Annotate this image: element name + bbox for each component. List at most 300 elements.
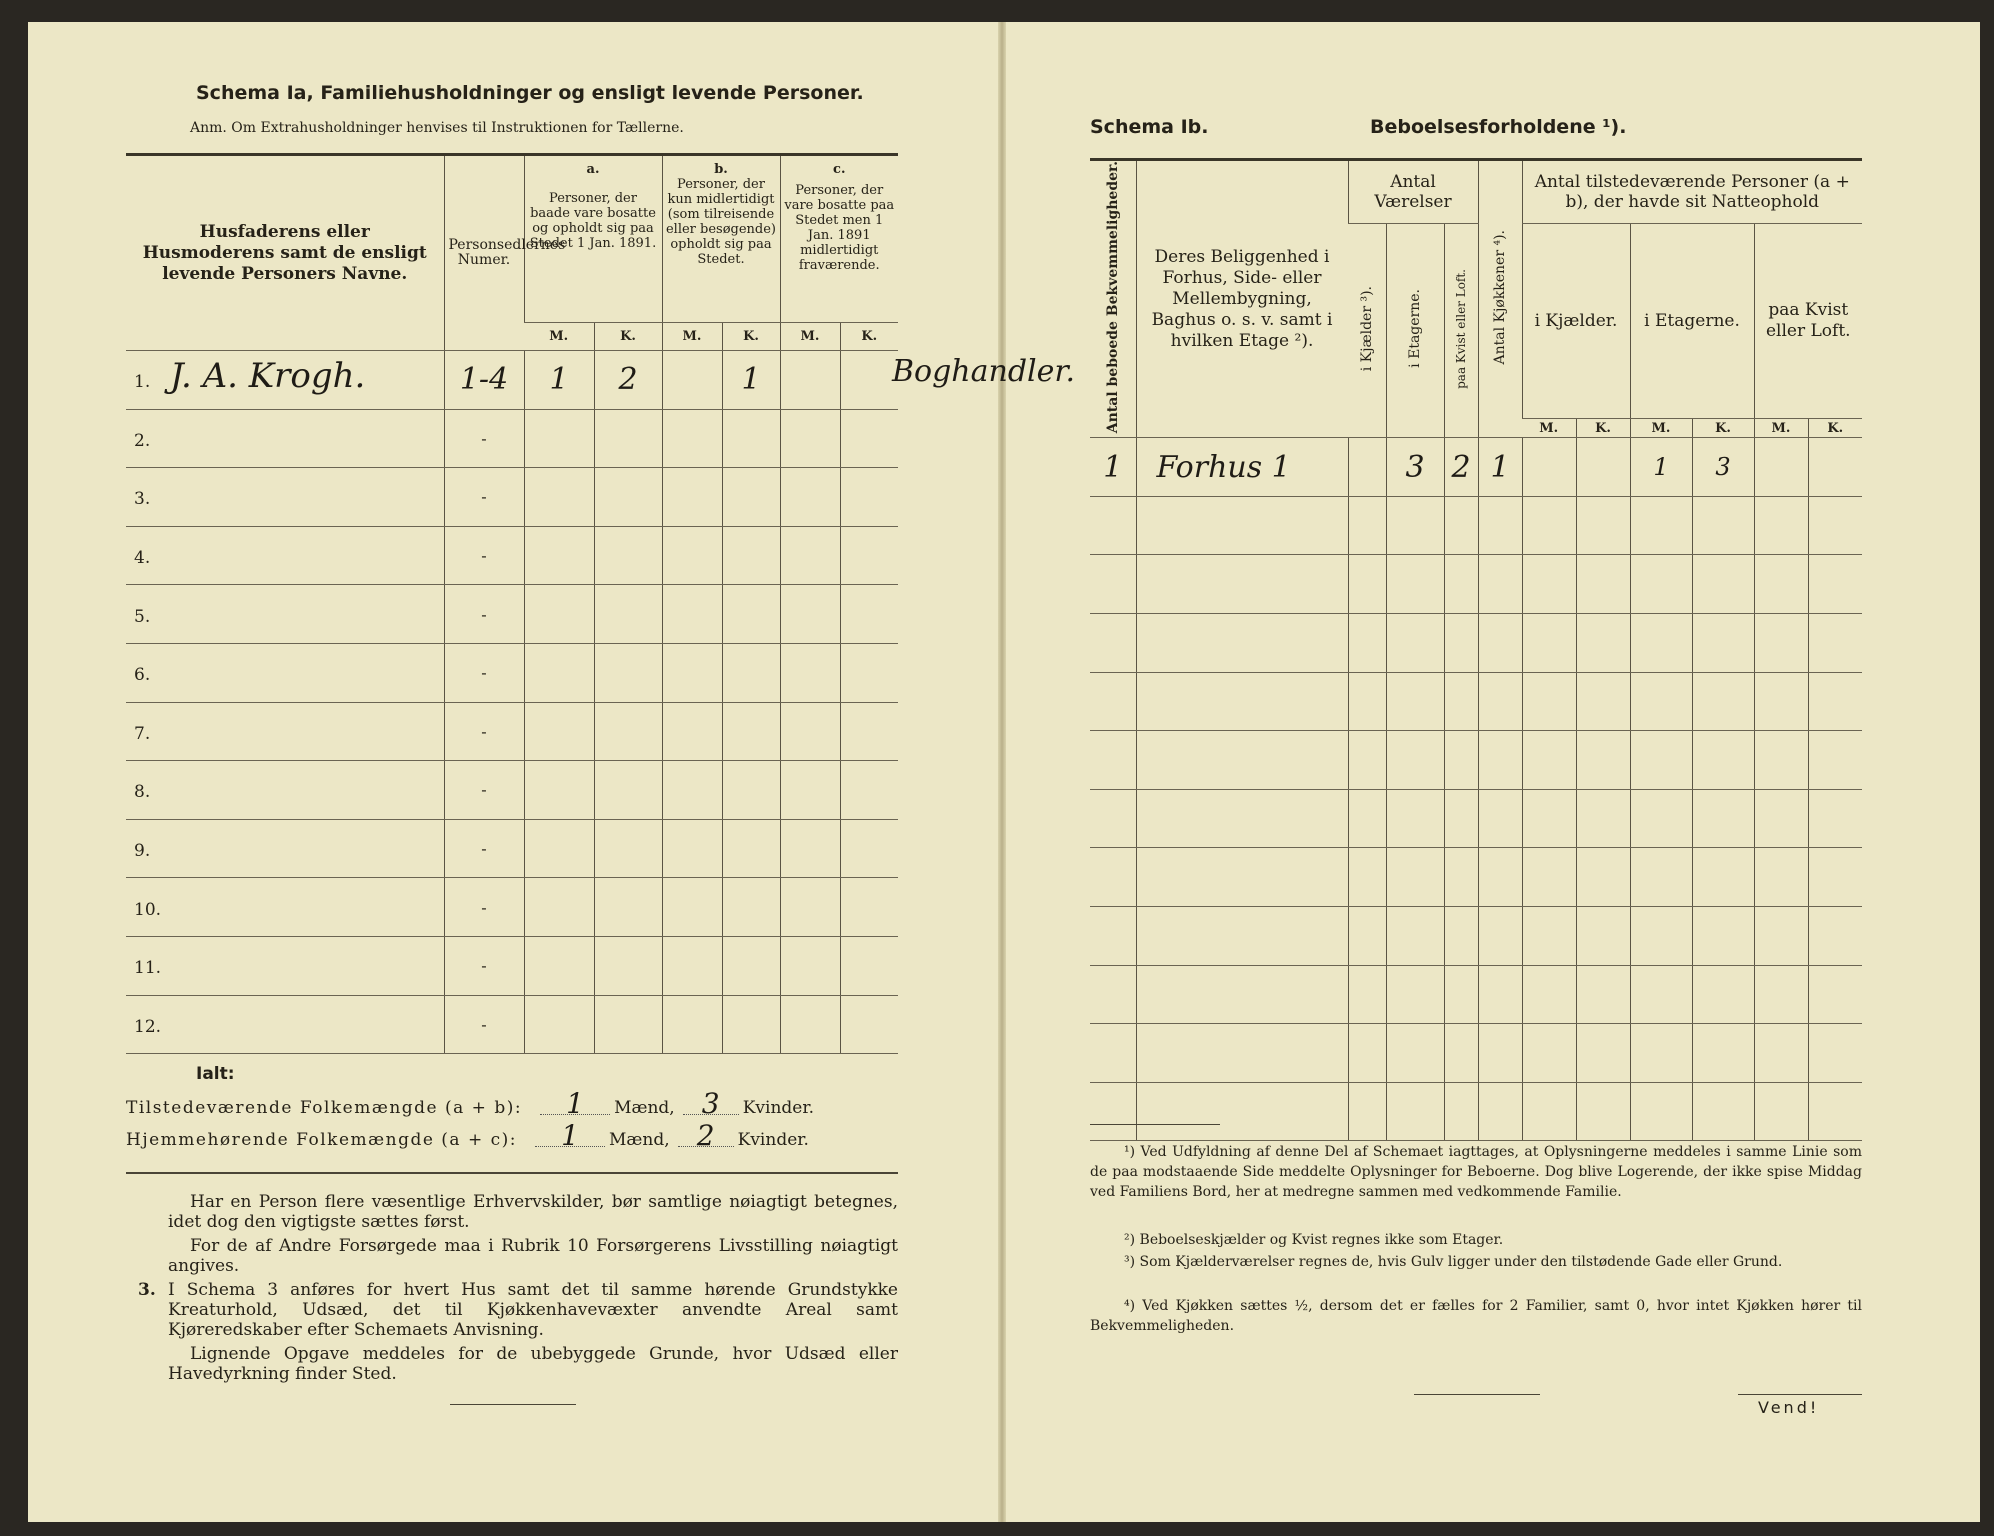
- instruction-2: For de af Andre Forsørgede maa i Rubrik 10 Forsørgerens Livsstilling nøiagtigt angives.: [168, 1236, 898, 1276]
- cell-num: -: [444, 878, 524, 937]
- cell-lm: [1754, 555, 1808, 614]
- cell-ek: [1692, 965, 1754, 1024]
- header-b-m: M.: [662, 323, 722, 351]
- cell-kk: [1576, 555, 1630, 614]
- cell-km: [1522, 438, 1576, 497]
- cell-num: -: [444, 526, 524, 585]
- cell-vk: [1348, 965, 1386, 1024]
- cell-ek: [1692, 731, 1754, 790]
- row-number: 5.: [134, 606, 151, 627]
- cell-em: [1630, 496, 1692, 555]
- dwelling-table: [1090, 158, 1862, 1141]
- cell-ve: [1386, 1082, 1444, 1141]
- header-person-number: Personsedlernes Numer.: [444, 155, 524, 351]
- cell-kj: [1478, 965, 1522, 1024]
- cell-bek: [1090, 614, 1136, 673]
- cell-am: [524, 819, 594, 878]
- table-row: [126, 468, 898, 527]
- cell-lk: [1808, 1082, 1862, 1141]
- cell-kj: [1478, 1024, 1522, 1083]
- schema-ia-title: Schema Ia, Familiehusholdninger og ensligt levende Personer.: [196, 82, 864, 104]
- cell-bk: [722, 643, 780, 702]
- cell-vk: [1348, 672, 1386, 731]
- cell-ek: [1692, 1024, 1754, 1083]
- cell-ek: [1692, 907, 1754, 966]
- instruction-1: Har en Person flere væsentlige Erhvervskilder, bør samtlige nøiagtigt betegnes, idet dog den vigtigste sættes først.: [168, 1192, 898, 1232]
- cell-kk: [1576, 907, 1630, 966]
- cell-ek: 3: [1692, 438, 1754, 497]
- cell-lk: [1808, 672, 1862, 731]
- tilstede-maend-label: Mænd,: [614, 1098, 675, 1118]
- cell-am: 1: [524, 351, 594, 410]
- table-row: [1090, 1082, 1862, 1141]
- cell-lm: [1754, 1024, 1808, 1083]
- cell-kk: [1576, 614, 1630, 673]
- page-fold: [998, 22, 1006, 1522]
- cell-cm: [780, 468, 840, 527]
- table-row: [1090, 555, 1862, 614]
- cell-km: [1522, 731, 1576, 790]
- hjemme-kvinder-value: 2: [678, 1126, 734, 1147]
- cell-em: [1630, 965, 1692, 1024]
- cell-bm: [662, 643, 722, 702]
- cell-lk: [1808, 1024, 1862, 1083]
- row-number: 3.: [134, 489, 151, 510]
- cell-ck: [840, 761, 898, 820]
- header-names: Husfaderens eller Husmoderens samt de ensligt levende Personers Navne.: [126, 155, 444, 351]
- cell-lk: [1808, 438, 1862, 497]
- cell-num: -: [444, 643, 524, 702]
- cell-ck: [840, 585, 898, 644]
- cell-bel: [1136, 672, 1348, 731]
- cell-ak: 2: [594, 351, 662, 410]
- household-table: [126, 153, 898, 1054]
- cell-bm: [662, 878, 722, 937]
- cell-ek: [1692, 672, 1754, 731]
- cell-bk: [722, 936, 780, 995]
- table-row: [1090, 965, 1862, 1024]
- table-row: [1090, 614, 1862, 673]
- cell-kk: [1576, 496, 1630, 555]
- header-b-text: Personer, der kun midlertidigt (som tilreisende eller besøgende) opholdt sig paa Stedet.: [665, 177, 777, 267]
- cell-ak: [594, 643, 662, 702]
- cell-ck: [840, 702, 898, 761]
- cell-am: [524, 643, 594, 702]
- cell-vk: [1348, 907, 1386, 966]
- cell-vl: [1444, 1082, 1478, 1141]
- cell-bm: [662, 819, 722, 878]
- cell-km: [1522, 848, 1576, 907]
- occupation-entry: Boghandler.: [892, 354, 1075, 389]
- cell-vl: 2: [1444, 438, 1478, 497]
- cell-ek: [1692, 789, 1754, 848]
- cell-bk: [722, 585, 780, 644]
- vend-rule: [1738, 1394, 1862, 1395]
- cell-km: [1522, 614, 1576, 673]
- cell-em: [1630, 848, 1692, 907]
- cell-kj: [1478, 496, 1522, 555]
- header-beliggenhed: Deres Beliggenhed i Forhus, Side- eller Mellembygning, Baghus o. s. v. samt i hvilken Etage ²).: [1136, 160, 1348, 438]
- cell-lk: [1808, 614, 1862, 673]
- totals-rule: [126, 1172, 898, 1174]
- cell-cm: [780, 878, 840, 937]
- end-rule-left: [450, 1404, 576, 1405]
- cell-ck: [840, 878, 898, 937]
- table-row: [126, 351, 898, 410]
- cell-bm: [662, 351, 722, 410]
- table-row: [126, 819, 898, 878]
- header-bekvemmeligheder: Antal beboede Bekvemmeligheder.: [1090, 160, 1136, 438]
- cell-bel: [1136, 789, 1348, 848]
- cell-kj: [1478, 1082, 1522, 1141]
- cell-lm: [1754, 438, 1808, 497]
- cell-ck: [840, 526, 898, 585]
- cell-bel: [1136, 965, 1348, 1024]
- header-b-k: K.: [722, 323, 780, 351]
- cell-vl: [1444, 614, 1478, 673]
- header-col-c: [780, 155, 898, 323]
- header-col-a: [524, 155, 662, 323]
- cell-ak: [594, 761, 662, 820]
- cell-lm: [1754, 672, 1808, 731]
- cell-ck: [840, 468, 898, 527]
- header-c-letter: c.: [833, 162, 846, 177]
- row-number: 10.: [134, 899, 162, 920]
- name-cell: [126, 936, 444, 995]
- table-row: [126, 702, 898, 761]
- cell-kk: [1576, 848, 1630, 907]
- header-pl-m: M.: [1754, 419, 1808, 438]
- name-cell: [126, 995, 444, 1054]
- header-pk-m: M.: [1522, 419, 1576, 438]
- header-a-letter: a.: [586, 162, 600, 177]
- cell-vk: [1348, 555, 1386, 614]
- header-pl-k: K.: [1808, 419, 1862, 438]
- cell-bel: [1136, 848, 1348, 907]
- cell-kj: 1: [1478, 438, 1522, 497]
- table-row: [126, 936, 898, 995]
- header-p-etagerne: i Etagerne.: [1630, 224, 1754, 419]
- header-vaerelser: Antal Værelser: [1348, 160, 1478, 224]
- name-cell: [126, 761, 444, 820]
- header-c-m: M.: [780, 323, 840, 351]
- cell-em: [1630, 1082, 1692, 1141]
- cell-ak: [594, 702, 662, 761]
- cell-bk: [722, 878, 780, 937]
- end-rule-right: [1414, 1394, 1540, 1395]
- cell-bek: [1090, 1024, 1136, 1083]
- row-number: 2.: [134, 430, 151, 451]
- row-number: 4.: [134, 548, 151, 569]
- cell-vl: [1444, 496, 1478, 555]
- cell-vl: [1444, 848, 1478, 907]
- name-cell: [126, 643, 444, 702]
- cell-bk: [722, 995, 780, 1054]
- table-row: [126, 643, 898, 702]
- cell-bek: [1090, 1082, 1136, 1141]
- tilstede-maend-value: 1: [540, 1094, 610, 1115]
- schema-ia-note: Anm. Om Extrahusholdninger henvises til Instruktionen for Tællerne.: [190, 120, 684, 136]
- name-cell: [126, 409, 444, 468]
- row-number: 11.: [134, 958, 162, 979]
- cell-ak: [594, 995, 662, 1054]
- cell-num: -: [444, 995, 524, 1054]
- header-pk-k: K.: [1576, 419, 1630, 438]
- cell-ck: [840, 995, 898, 1054]
- table-row: [126, 761, 898, 820]
- cell-bm: [662, 702, 722, 761]
- row-number: 7.: [134, 723, 151, 744]
- header-p-kvist: paa Kvist eller Loft.: [1754, 224, 1862, 419]
- cell-lk: [1808, 789, 1862, 848]
- footnote-rule: [1090, 1124, 1220, 1125]
- cell-vl: [1444, 555, 1478, 614]
- name-cell: [126, 351, 444, 410]
- cell-bm: [662, 468, 722, 527]
- table-row: [1090, 907, 1862, 966]
- cell-lk: [1808, 907, 1862, 966]
- cell-ve: [1386, 965, 1444, 1024]
- cell-ve: [1386, 848, 1444, 907]
- cell-em: 1: [1630, 438, 1692, 497]
- footnote-1: ¹) Ved Udfyldning af denne Del af Schemaet iagttages, at Oplysningerne meddeles i samme Linie som de paa modstaaende Side meddelte Oplysninger for Beboerne. Dog blive Logerende, der ikke spise Middag ved Familiens Bord, her at medregne sammen med vedkommende Familie.: [1090, 1144, 1862, 1200]
- tilstede-row: [126, 1087, 906, 1120]
- header-b-letter: b.: [714, 162, 728, 177]
- cell-bm: [662, 526, 722, 585]
- cell-km: [1522, 965, 1576, 1024]
- header-pe-m: M.: [1630, 419, 1692, 438]
- cell-bel: [1136, 496, 1348, 555]
- cell-ve: [1386, 907, 1444, 966]
- cell-kj: [1478, 848, 1522, 907]
- name-cell: [126, 585, 444, 644]
- cell-lm: [1754, 965, 1808, 1024]
- header-v-etagerne: i Etagerne.: [1386, 224, 1444, 438]
- ialt-label: Ialt:: [196, 1064, 235, 1084]
- cell-bek: [1090, 789, 1136, 848]
- instruction-3-number: 3.: [138, 1280, 156, 1300]
- cell-vl: [1444, 907, 1478, 966]
- cell-vl: [1444, 965, 1478, 1024]
- cell-bm: [662, 761, 722, 820]
- row-number: 8.: [134, 782, 151, 803]
- cell-num: -: [444, 936, 524, 995]
- row-number: 9.: [134, 841, 151, 862]
- tilstede-label: Tilstedeværende Folkemængde (a + b):: [126, 1098, 523, 1118]
- cell-lm: [1754, 496, 1808, 555]
- cell-lm: [1754, 907, 1808, 966]
- cell-am: [524, 702, 594, 761]
- cell-bek: 1: [1090, 438, 1136, 497]
- cell-em: [1630, 672, 1692, 731]
- cell-am: [524, 468, 594, 527]
- cell-kk: [1576, 789, 1630, 848]
- cell-em: [1630, 907, 1692, 966]
- cell-km: [1522, 555, 1576, 614]
- name-cell: [126, 526, 444, 585]
- instruction-4: Lignende Opgave meddeles for de ubebyggede Grunde, hvor Udsæd eller Havedyrkning finder Sted.: [168, 1344, 898, 1384]
- cell-bek: [1090, 848, 1136, 907]
- cell-num: -: [444, 702, 524, 761]
- header-v-kjaelder: i Kjælder ³).: [1348, 224, 1386, 438]
- cell-kk: [1576, 731, 1630, 790]
- cell-ve: [1386, 555, 1444, 614]
- cell-lm: [1754, 1082, 1808, 1141]
- cell-bek: [1090, 496, 1136, 555]
- cell-cm: [780, 526, 840, 585]
- cell-bm: [662, 585, 722, 644]
- cell-ck: [840, 643, 898, 702]
- cell-ak: [594, 409, 662, 468]
- cell-bm: [662, 936, 722, 995]
- cell-am: [524, 526, 594, 585]
- cell-lk: [1808, 555, 1862, 614]
- cell-ek: [1692, 614, 1754, 673]
- table-row: [126, 585, 898, 644]
- cell-km: [1522, 1082, 1576, 1141]
- name-cell: [126, 819, 444, 878]
- cell-ck: [840, 409, 898, 468]
- cell-kj: [1478, 731, 1522, 790]
- cell-cm: [780, 995, 840, 1054]
- cell-ck: [840, 819, 898, 878]
- footnote-2: ²) Beboelseskjælder og Kvist regnes ikke som Etager.: [1124, 1232, 1504, 1248]
- table-row: [126, 409, 898, 468]
- cell-bk: [722, 468, 780, 527]
- cell-bel: [1136, 1024, 1348, 1083]
- cell-vk: [1348, 731, 1386, 790]
- cell-cm: [780, 936, 840, 995]
- table-row: [126, 526, 898, 585]
- cell-km: [1522, 789, 1576, 848]
- table-row: [126, 878, 898, 937]
- cell-lk: [1808, 496, 1862, 555]
- cell-vk: [1348, 1082, 1386, 1141]
- cell-lm: [1754, 848, 1808, 907]
- cell-kk: [1576, 1024, 1630, 1083]
- cell-lk: [1808, 965, 1862, 1024]
- cell-bel: Forhus 1: [1136, 438, 1348, 497]
- cell-ve: [1386, 614, 1444, 673]
- vend-label: Vend!: [1758, 1398, 1820, 1417]
- cell-am: [524, 936, 594, 995]
- header-col-b: [662, 155, 780, 323]
- cell-km: [1522, 496, 1576, 555]
- cell-num: -: [444, 468, 524, 527]
- cell-km: [1522, 907, 1576, 966]
- header-p-kjaelder: i Kjælder.: [1522, 224, 1630, 419]
- cell-ak: [594, 878, 662, 937]
- cell-kk: [1576, 965, 1630, 1024]
- cell-bel: [1136, 614, 1348, 673]
- table-row: [1090, 789, 1862, 848]
- instruction-3: I Schema 3 anføres for hvert Hus samt det til samme hørende Grundstykke Kreaturhold, Udsæd, det til Kjøkkenhavevæxter anvendte Areal samt Kjøreredskaber efter Schemaets Anvisning.: [168, 1280, 898, 1340]
- cell-vl: [1444, 1024, 1478, 1083]
- header-pe-k: K.: [1692, 419, 1754, 438]
- cell-bk: 1: [722, 351, 780, 410]
- cell-num: -: [444, 761, 524, 820]
- cell-kj: [1478, 907, 1522, 966]
- cell-kk: [1576, 438, 1630, 497]
- cell-kj: [1478, 555, 1522, 614]
- cell-bk: [722, 819, 780, 878]
- cell-km: [1522, 672, 1576, 731]
- cell-ek: [1692, 1082, 1754, 1141]
- schema-ib-subtitle: Beboelsesforholdene ¹).: [1370, 116, 1627, 138]
- cell-ve: 3: [1386, 438, 1444, 497]
- cell-kk: [1576, 1082, 1630, 1141]
- cell-am: [524, 761, 594, 820]
- cell-am: [524, 878, 594, 937]
- table-row: [1090, 496, 1862, 555]
- hjemme-row: [126, 1119, 906, 1152]
- table-row: [1090, 438, 1862, 497]
- cell-vk: [1348, 789, 1386, 848]
- hjemme-maend-value: 1: [535, 1126, 605, 1147]
- cell-cm: [780, 702, 840, 761]
- table-row: [1090, 1024, 1862, 1083]
- cell-ek: [1692, 555, 1754, 614]
- header-c-k: K.: [840, 323, 898, 351]
- household-name: J. A. Krogh.: [170, 356, 366, 397]
- cell-bek: [1090, 555, 1136, 614]
- cell-vl: [1444, 672, 1478, 731]
- footnote-3: ³) Som Kjælderværelser regnes de, hvis Gulv ligger under den tilstødende Gade eller Grund.: [1124, 1254, 1783, 1270]
- header-a-k: K.: [594, 323, 662, 351]
- cell-em: [1630, 789, 1692, 848]
- cell-vk: [1348, 438, 1386, 497]
- table-row: [1090, 731, 1862, 790]
- cell-bek: [1090, 907, 1136, 966]
- tilstede-kvinder-label: Kvinder.: [742, 1098, 814, 1118]
- cell-bek: [1090, 672, 1136, 731]
- cell-lk: [1808, 731, 1862, 790]
- cell-am: [524, 995, 594, 1054]
- row-number: 6.: [134, 665, 151, 686]
- header-a-text: Personer, der baade vare bosatte og opholdt sig paa Stedet 1 Jan. 1891.: [529, 191, 657, 251]
- cell-bek: [1090, 965, 1136, 1024]
- cell-ek: [1692, 496, 1754, 555]
- cell-ck: [840, 936, 898, 995]
- cell-bel: [1136, 731, 1348, 790]
- cell-kj: [1478, 614, 1522, 673]
- name-cell: [126, 702, 444, 761]
- footnote-4: ⁴) Ved Kjøkken sættes ½, dersom det er fælles for 2 Familier, samt 0, hvor intet Kjøkken hører til Bekvemmeligheden.: [1090, 1298, 1862, 1334]
- header-kjokkener: Antal Kjøkkener ⁴).: [1478, 160, 1522, 438]
- cell-cm: [780, 819, 840, 878]
- cell-bek: [1090, 731, 1136, 790]
- table-row: [126, 995, 898, 1054]
- table-row: [1090, 672, 1862, 731]
- cell-ve: [1386, 731, 1444, 790]
- table-row: [1090, 848, 1862, 907]
- tilstede-kvinder-value: 3: [683, 1094, 739, 1115]
- cell-cm: [780, 409, 840, 468]
- cell-bel: [1136, 907, 1348, 966]
- cell-lm: [1754, 614, 1808, 673]
- cell-bm: [662, 409, 722, 468]
- cell-ak: [594, 526, 662, 585]
- cell-km: [1522, 1024, 1576, 1083]
- cell-ek: [1692, 848, 1754, 907]
- cell-em: [1630, 731, 1692, 790]
- cell-vk: [1348, 848, 1386, 907]
- cell-vl: [1444, 731, 1478, 790]
- cell-cm: [780, 643, 840, 702]
- cell-vl: [1444, 789, 1478, 848]
- cell-em: [1630, 614, 1692, 673]
- schema-ib-title: Schema Ib.: [1090, 116, 1209, 138]
